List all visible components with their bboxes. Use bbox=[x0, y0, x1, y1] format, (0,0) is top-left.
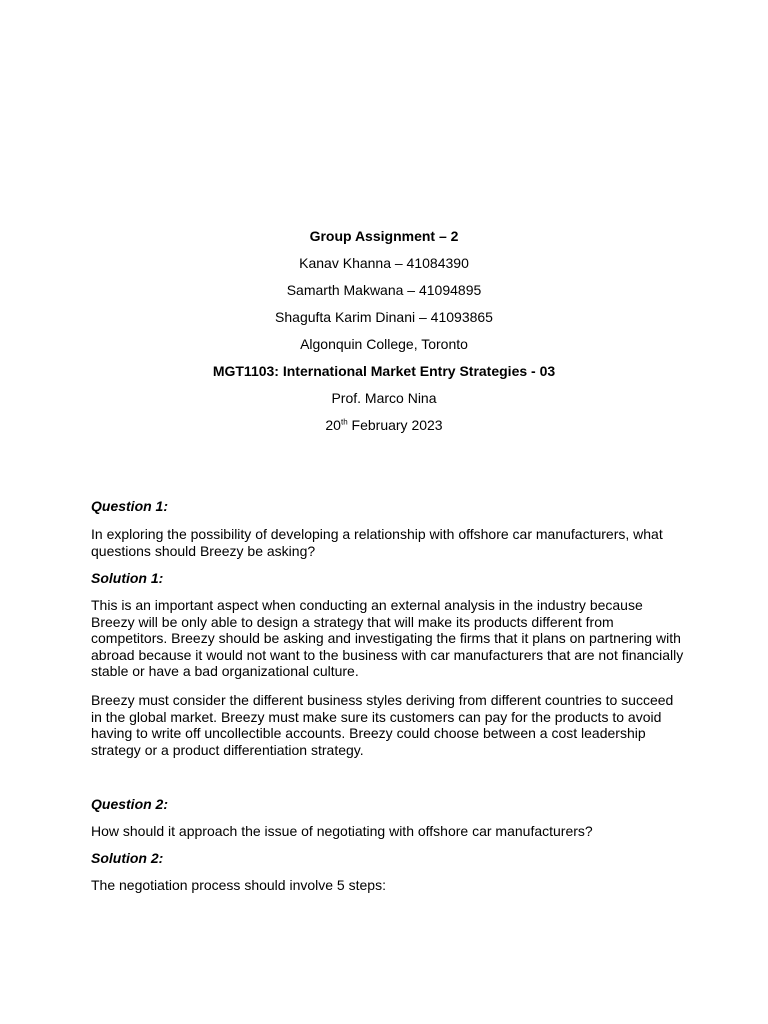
question-2-heading: Question 2: bbox=[91, 796, 169, 812]
solution-1-heading-block bbox=[91, 570, 686, 587]
solution-2-heading: Solution 2: bbox=[91, 850, 164, 866]
member-2: Samarth Makwana – 41094895 bbox=[286, 282, 482, 298]
college-name: Algonquin College, Toronto bbox=[300, 336, 468, 352]
date-suffix: th bbox=[340, 417, 348, 427]
solution-2-heading-block bbox=[91, 850, 686, 867]
date-day: 20 bbox=[325, 417, 341, 433]
member-3: Shagufta Karim Dinani – 41093865 bbox=[275, 309, 493, 325]
question-1-heading: Question 1: bbox=[91, 498, 169, 514]
solution-2-text-block bbox=[91, 877, 686, 894]
solution-2-text: The negotiation process should involve 5 steps: bbox=[91, 877, 386, 893]
question-1-text: In exploring the possibility of developing a relationship with offshore car manufacturers, what questions should Breezy be asking? bbox=[91, 526, 663, 559]
question-1-heading-block bbox=[91, 498, 686, 515]
question-2-text: How should it approach the issue of negotiating with offshore car manufacturers? bbox=[91, 823, 593, 839]
solution-1-paragraph-1: This is an important aspect when conducting an external analysis in the industry because Breezy will be only able to design a strategy that will make its products different from competitors. Breezy should be asking and investigating the firms that it plans on partnering with abroad because it would not want to the business with car manufacturers that are not financially stable or have a bad organizational culture. bbox=[91, 597, 684, 679]
question-1-text-block bbox=[91, 526, 686, 559]
question-2-text-block bbox=[91, 823, 686, 840]
submission-date bbox=[0, 415, 768, 442]
assignment-title: Group Assignment – 2 bbox=[309, 228, 459, 244]
course-title: MGT1103: International Market Entry Strategies - 03 bbox=[212, 363, 556, 379]
solution-1-para-2-block bbox=[91, 692, 686, 758]
question-2-heading-block bbox=[91, 796, 686, 813]
solution-1-paragraph-2: Breezy must consider the different business styles deriving from different countries to succeed in the global market. Breezy must make sure its customers can pay for the products to avoid having to write off uncollectible accounts. Breezy could choose between a cost leadership strategy or a product differentiation strategy. bbox=[91, 692, 674, 758]
date-rest: February 2023 bbox=[347, 417, 443, 433]
professor-name: Prof. Marco Nina bbox=[331, 390, 437, 406]
title-block bbox=[0, 226, 768, 442]
member-1: Kanav Khanna – 41084390 bbox=[299, 255, 469, 271]
solution-1-heading: Solution 1: bbox=[91, 570, 164, 586]
solution-1-para-1-block bbox=[91, 597, 686, 680]
